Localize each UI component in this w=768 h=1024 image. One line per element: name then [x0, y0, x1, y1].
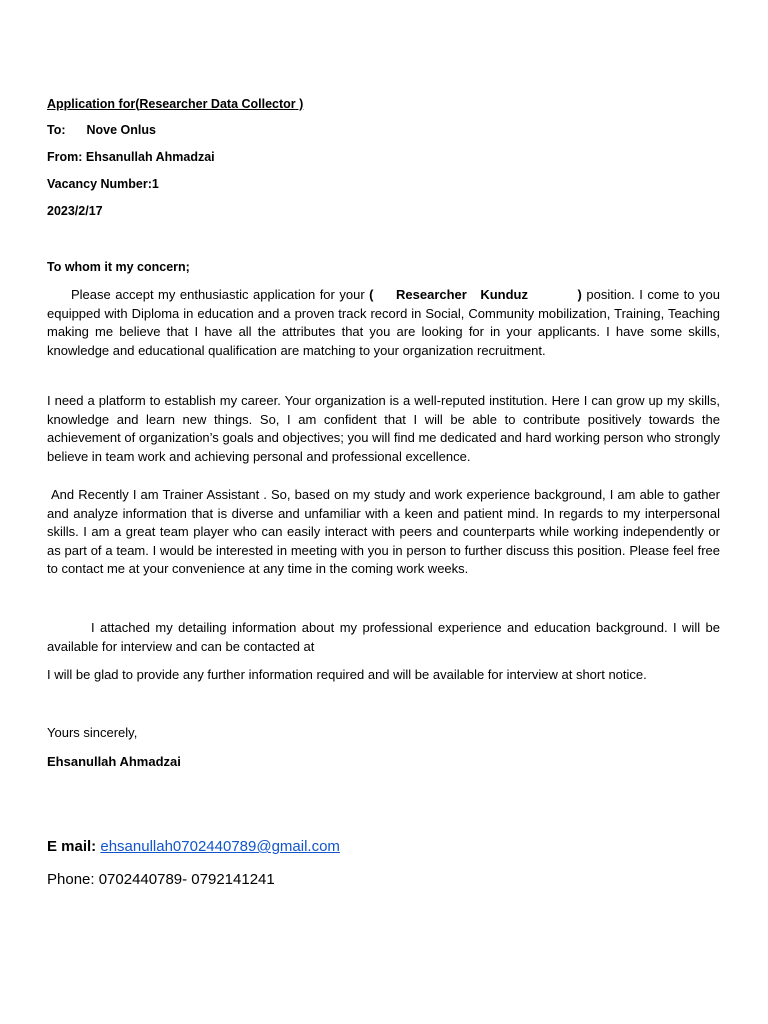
vacancy-label: Vacancy Number:: [47, 177, 152, 191]
vacancy-value: 1: [151, 177, 159, 191]
phone-value: 0702440789- 0792141241: [98, 871, 275, 888]
email-label: E mail:: [47, 838, 97, 855]
phone-line: [47, 871, 275, 888]
paragraph-1-start: Please accept my enthusiastic application for your: [71, 287, 365, 302]
subject-line: [47, 96, 303, 112]
subject-position: Researcher Data Collector: [139, 97, 296, 111]
paragraph-2: I need a platform to establish my career. Your organization is a well-reputed institution. Here I can grow up my skills, knowledge and learn new things. So, I am confident that I will be able to contribute positively towards the achievement of organization’s goals and objectives; you will find me dedicated and hard working person who strongly believe in team work and achieving personal and professional excellence.: [47, 393, 720, 464]
letter-date: 2023/2/17: [47, 204, 103, 218]
email-line: [47, 838, 340, 855]
subject-prefix: Application for(: [47, 97, 140, 111]
phone-label: Phone:: [47, 871, 95, 888]
vacancy-line: [47, 176, 159, 192]
to-value: Nove Onlus: [86, 123, 156, 137]
paragraph-5: I will be glad to provide any further information required and will be available for interview at short notice.: [47, 667, 647, 682]
paragraph-1-position: ( Researcher Kunduz ): [369, 287, 582, 302]
sign-off: Yours sincerely,: [47, 725, 138, 740]
to-line: [47, 122, 156, 138]
salutation: To whom it my concern;: [47, 260, 190, 274]
to-label: To:: [47, 123, 66, 137]
signer-name: Ehsanullah Ahmadzai: [47, 754, 181, 769]
paragraph-4: I attached my detailing information about my professional experience and education background. I will be available for interview and can be contacted at: [47, 620, 720, 654]
email-link[interactable]: ehsanullah0702440789@gmail.com: [100, 838, 340, 855]
paragraph-3: And Recently I am Trainer Assistant . So, based on my study and work experience background, I am able to gather and analyze information that is diverse and unfamiliar with a keen and patient mind. In regards to my interpersonal skills. I am a great team player who can easily interact with peers and counterparts while working independently or as part of a team. I would be interested in meeting with you in person to further discuss this position. Please feel free to contact me at your convenience at any time in the coming work weeks.: [47, 487, 720, 577]
from-line: [47, 149, 215, 165]
from-label: From:: [47, 150, 83, 164]
from-value: Ehsanullah Ahmadzai: [85, 150, 215, 164]
paragraph-1: [47, 286, 720, 360]
paragraph-1-rest: position. I come to you equipped with Diploma in education and a proven track record in Social, Community mobilization, Training, Teaching making me believe that I have all the attributes that you are looking for in your applicants. I have some skills, knowledge and educational qualification are matching to your organization recruitment.: [47, 287, 720, 358]
subject-suffix: ): [295, 97, 304, 111]
